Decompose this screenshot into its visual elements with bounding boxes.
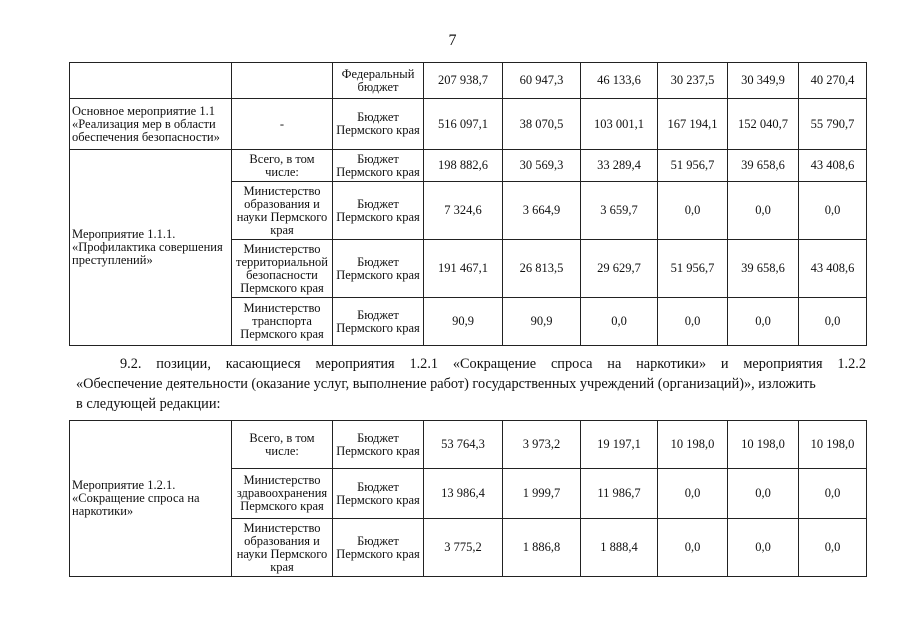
value-cell: 39 658,6 xyxy=(728,240,799,298)
value-cell: 51 956,7 xyxy=(658,150,728,182)
value-cell: 3 659,7 xyxy=(581,182,658,240)
value-cell: 3 775,2 xyxy=(424,519,503,577)
executor-cell: Всего, в том числе: xyxy=(232,150,333,182)
table-row xyxy=(70,63,867,99)
value-cell: 0,0 xyxy=(799,519,867,577)
executor-cell: Министерство образования и науки Пермского края xyxy=(232,519,333,577)
funding-source-cell: Бюджет Пермского края xyxy=(333,150,424,182)
table-row xyxy=(70,421,867,469)
page-number: 7 xyxy=(448,32,457,49)
value-cell: 207 938,7 xyxy=(424,63,503,99)
value-cell: 90,9 xyxy=(424,298,503,346)
value-cell: 0,0 xyxy=(728,469,799,519)
executor-cell: Министерство транспорта Пермского края xyxy=(232,298,333,346)
funding-source-cell: Бюджет Пермского края xyxy=(333,469,424,519)
executor-cell: Министерство образования и науки Пермского края xyxy=(232,182,333,240)
value-cell: 39 658,6 xyxy=(728,150,799,182)
funding-source-cell: Бюджет Пермского края xyxy=(333,298,424,346)
measure-name-cell: Мероприятие 1.2.1. «Сокращение спроса на наркотики» xyxy=(70,421,232,577)
value-cell: 7 324,6 xyxy=(424,182,503,240)
value-cell: 51 956,7 xyxy=(658,240,728,298)
table-row xyxy=(70,150,867,182)
value-cell: 43 408,6 xyxy=(799,240,867,298)
table-row xyxy=(70,99,867,150)
executor-cell xyxy=(232,63,333,99)
value-cell: 19 197,1 xyxy=(581,421,658,469)
value-cell: 0,0 xyxy=(728,182,799,240)
measure-name-cell xyxy=(70,63,232,99)
funding-source-cell: Федеральный бюджет xyxy=(333,63,424,99)
paragraph-line: 9.2. позиции, касающиеся мероприятия 1.2.1 «Сокращение спроса на наркотики» и мероприятия 1.2.2 xyxy=(120,356,866,372)
funding-source-cell: Бюджет Пермского края xyxy=(333,519,424,577)
value-cell: 3 973,2 xyxy=(503,421,581,469)
value-cell: 0,0 xyxy=(799,298,867,346)
budget-table-1 xyxy=(69,62,867,346)
value-cell: 3 664,9 xyxy=(503,182,581,240)
executor-cell: Министерство территориальной безопасности Пермского края xyxy=(232,240,333,298)
value-cell: 0,0 xyxy=(658,182,728,240)
value-cell: 10 198,0 xyxy=(728,421,799,469)
value-cell: 60 947,3 xyxy=(503,63,581,99)
budget-table-2 xyxy=(69,420,867,577)
value-cell: 10 198,0 xyxy=(658,421,728,469)
value-cell: 0,0 xyxy=(799,182,867,240)
value-cell: 90,9 xyxy=(503,298,581,346)
value-cell: 30 349,9 xyxy=(728,63,799,99)
value-cell: 0,0 xyxy=(658,298,728,346)
value-cell: 516 097,1 xyxy=(424,99,503,150)
value-cell: 11 986,7 xyxy=(581,469,658,519)
value-cell: 33 289,4 xyxy=(581,150,658,182)
value-cell: 55 790,7 xyxy=(799,99,867,150)
value-cell: 1 999,7 xyxy=(503,469,581,519)
funding-source-cell: Бюджет Пермского края xyxy=(333,240,424,298)
value-cell: 29 629,7 xyxy=(581,240,658,298)
value-cell: 53 764,3 xyxy=(424,421,503,469)
value-cell: 1 888,4 xyxy=(581,519,658,577)
executor-cell: Всего, в том числе: xyxy=(232,421,333,469)
value-cell: 43 408,6 xyxy=(799,150,867,182)
executor-cell: Министерство здравоохранения Пермского края xyxy=(232,469,333,519)
value-cell: 30 237,5 xyxy=(658,63,728,99)
value-cell: 1 886,8 xyxy=(503,519,581,577)
value-cell: 0,0 xyxy=(728,519,799,577)
executor-cell: - xyxy=(232,99,333,150)
value-cell: 0,0 xyxy=(658,469,728,519)
paragraph-line: в следующей редакции: xyxy=(76,396,221,412)
value-cell: 0,0 xyxy=(658,519,728,577)
value-cell: 46 133,6 xyxy=(581,63,658,99)
value-cell: 13 986,4 xyxy=(424,469,503,519)
value-cell: 38 070,5 xyxy=(503,99,581,150)
funding-source-cell: Бюджет Пермского края xyxy=(333,421,424,469)
value-cell: 191 467,1 xyxy=(424,240,503,298)
value-cell: 152 040,7 xyxy=(728,99,799,150)
value-cell: 26 813,5 xyxy=(503,240,581,298)
measure-name-cell: Основное мероприятие 1.1 «Реализация мер в области обеспечения безопасности» xyxy=(70,99,232,150)
paragraph-line: «Обеспечение деятельности (оказание услуг, выполнение работ) государственных учреждений (организаций)», изложить xyxy=(76,376,816,392)
value-cell: 30 569,3 xyxy=(503,150,581,182)
value-cell: 103 001,1 xyxy=(581,99,658,150)
funding-source-cell: Бюджет Пермского края xyxy=(333,99,424,150)
value-cell: 0,0 xyxy=(799,469,867,519)
measure-name-cell: Мероприятие 1.1.1. «Профилактика совершения преступлений» xyxy=(70,150,232,346)
value-cell: 0,0 xyxy=(581,298,658,346)
value-cell: 40 270,4 xyxy=(799,63,867,99)
value-cell: 167 194,1 xyxy=(658,99,728,150)
amendment-paragraph xyxy=(76,354,866,414)
value-cell: 0,0 xyxy=(728,298,799,346)
funding-source-cell: Бюджет Пермского края xyxy=(333,182,424,240)
value-cell: 10 198,0 xyxy=(799,421,867,469)
value-cell: 198 882,6 xyxy=(424,150,503,182)
